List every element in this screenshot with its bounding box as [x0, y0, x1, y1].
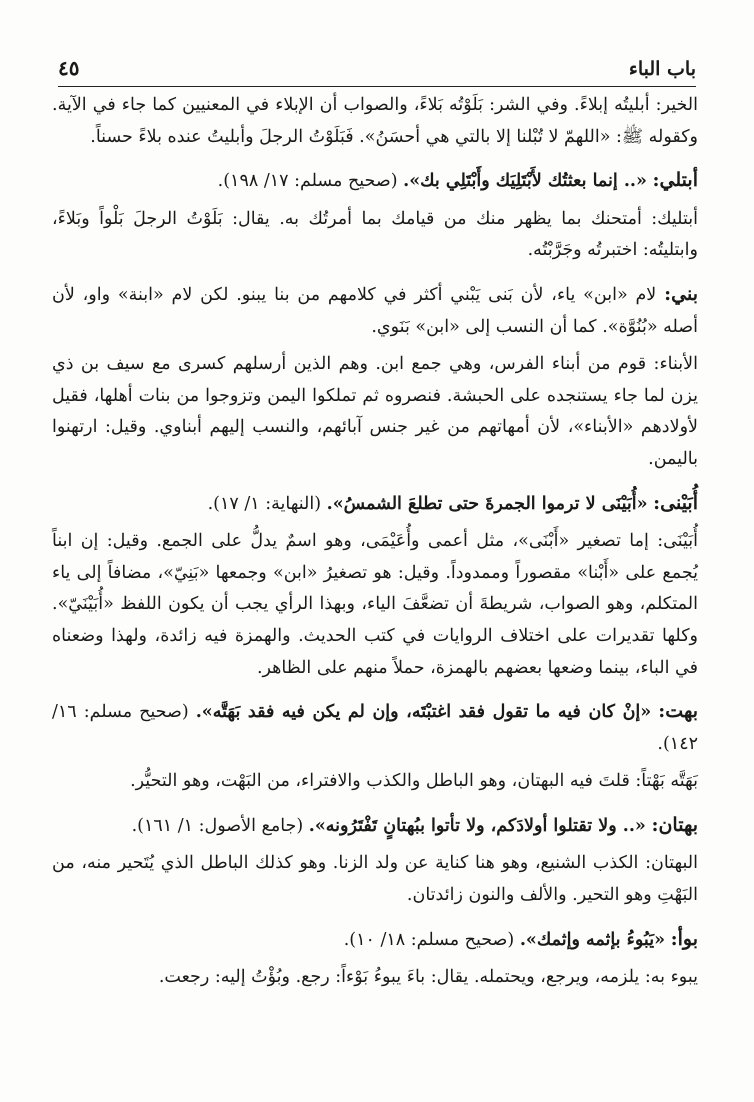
- entry-reference: (صحيح مسلم: ١٨/ ١٠).: [343, 929, 515, 950]
- entry-reference: (صحيح مسلم: ١٦/ ١٤٢).: [52, 702, 698, 754]
- dictionary-entry: [52, 810, 698, 843]
- entry-reference: (صحيح مسلم: ١٧/ ١٩٨).: [217, 171, 398, 192]
- paragraph: [52, 349, 698, 475]
- paragraph: [52, 526, 698, 684]
- dictionary-entry: [52, 279, 698, 343]
- entry-quote: «يَبُوءُ بإثمه وإثمك».: [519, 929, 666, 950]
- entry-headword: أُبَيْنى:: [653, 491, 698, 514]
- page-header: [58, 50, 696, 87]
- entry-reference: (جامع الأصول: ١/ ١٦١).: [131, 815, 304, 836]
- paragraph: [52, 204, 698, 267]
- page-number: ٤٥: [58, 56, 80, 80]
- paragraph: [52, 766, 698, 798]
- paragraph-text: البهتان: الكذب الشنيع، وهو هنا كناية عن ولد الزنا. وهو كذلك الباطل الذي يُتَحير منه، من البَهْتِ وهو التحير. والألف والنون زائدتان.: [52, 853, 698, 906]
- dictionary-entry: [52, 924, 698, 957]
- chapter-title: باب الباء: [628, 58, 696, 80]
- paragraph: [52, 848, 698, 911]
- entry-headword: بني:: [664, 282, 698, 305]
- paragraph: [52, 962, 698, 994]
- paragraph: [52, 90, 698, 153]
- entry-headword: أبتلي:: [652, 169, 698, 192]
- dictionary-entry: [52, 165, 698, 198]
- paragraph-text: أُبَيْنَى: إما تصغير «أَبْنَى»، مثل أعمى وأُعَيْمَى، وهو اسمٌ يدلُّ على الجمع. وقيل: إن ابناً يُجمع على «أَبْنا» مقصوراً وممدوداً. وقيل: هو تصغيرُ «ابن» وجمعها «بَنِيّ»، مضافاً إلى ياء المتكلم، وهو الصواب، شريطةَ أن تضعَّفَ الياء، وبهذا الرأي يجب أن يكون اللفظ «أُبَيْنَيّ». وكلها تقديرات على اختلاف الروايات في كتب الحديث. والهمزة فيه زائدة، ولهذا وضعناه في الباء، بينما وضعها بعضهم بالهمزة، حملاً منهم على الظاهر.: [52, 531, 698, 678]
- dictionary-entry: [52, 488, 698, 521]
- entry-headword: بهتان:: [651, 813, 698, 836]
- entry-headword: بوأ:: [670, 927, 698, 950]
- entry-headword: بهت:: [658, 700, 698, 723]
- entry-quote: «أُبَيْنَى لا ترموا الجمرةَ حتى تطلعَ الشمسُ».: [326, 493, 648, 514]
- entry-quote: «.. إنما بعثتُك لأَبْتَلِيَك وأَبْتَلِي بك».: [403, 171, 647, 192]
- paragraph-text: بَهَتَّه بَهْتاً: قلتَ فيه البهتان، وهو الباطل والكذب والافتراء، من البَهْت، وهو التحيُّر.: [130, 771, 698, 792]
- entry-quote: «.. ولا تقتلوا أولادَكم، ولا تأتوا ببُهتانٍ تَفْتَرُونه».: [308, 815, 646, 836]
- paragraph-text: الخير: أبليتُه إبلاءً. وفي الشر: بَلَوْتُه بَلاءً، والصواب أن الإبلاء في المعنيين كما جاء في الآية. وكقوله ﷺ: «اللهمّ لا تُبْلنا إلا بالتي هي أحسَنُ». فَبَلَوْتُ الرجلَ وأبليتُ عنده بلاءً حسناً.: [52, 95, 698, 147]
- paragraph-text: يبوء به: يلزمه، ويرجع، ويحتمله. يقال: باءَ يبوءُ بَوْءاً: رجع. وبُؤْتُ إليه: رجعت.: [158, 967, 698, 988]
- paragraph-text: الأبناء: قوم من أبناء الفرس، وهي جمع ابن. وهم الذين أرسلهم كسرى مع سيف بن ذي يزن لما جاء يستنجده على الحبشة. فنصروه ثم تملكوا اليمن وتزوجوا من بنات أهلها، فقيل لأولادهم «الأبناء»، لأن أمهاتهم من غير جنس آبائهم، والنسب إليهم أبناوي. وقيل: ارتهنوا باليمن.: [52, 354, 698, 469]
- entry-reference: (النهاية: ١/ ١٧).: [207, 493, 322, 514]
- entry-text: لام «ابن» ياء، لأن بَنى يَبْني أكثر في كلامهم من بنا يبنو. لكن لام «ابنة» واو، لأن أصله «بُنُوَّة». كما أن النسب إلى «ابن» بَنَوي.: [52, 284, 698, 337]
- entry-quote: «إنْ كان فيه ما تقول فقد اغتبْتَه، وإن لم يكن فيه فقد بَهَتَّه».: [195, 702, 652, 723]
- paragraph-text: أبتليك: أمتحنك بما يظهر منك من قيامك بما أمرتُك به. يقال: بَلَوْتُ الرجلَ بَلْواً وبَلاءً، وابتليتُه: اختبرتُه وجَرَّبْتُه.: [52, 208, 698, 261]
- dictionary-entry: [52, 696, 698, 760]
- page-body: [52, 90, 698, 1000]
